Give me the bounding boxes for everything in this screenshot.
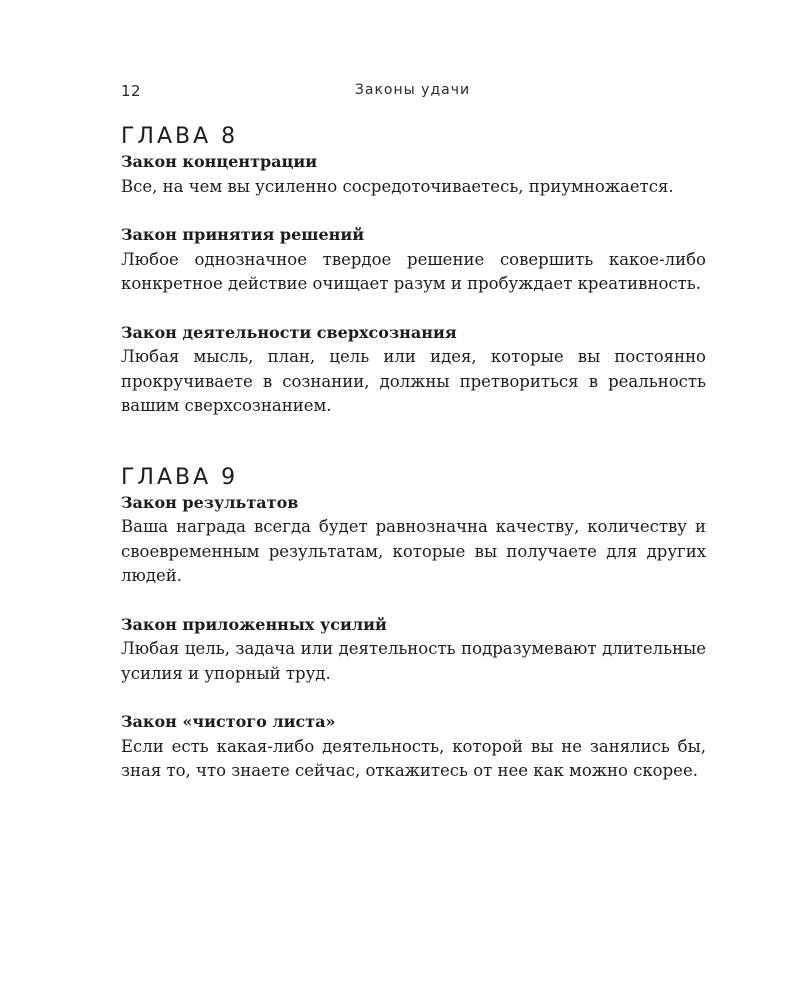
book-title: Законы удачи (354, 82, 471, 98)
law-title: Закон концентрации (121, 152, 318, 171)
law-title: Закон принятия решений (121, 225, 365, 244)
page-content (121, 124, 706, 784)
law-text: Если есть какая-либо деятельность, которой вы не занялись бы, зная то, что знаете сейчас, откажитесь от нее как можно скорее. (121, 736, 706, 780)
law-title: Закон приложенных усилий (121, 614, 387, 634)
running-header (121, 82, 704, 102)
law-results (121, 491, 706, 589)
law-title: Закон деятельности сверхсознания (121, 322, 457, 342)
law-concentration (121, 150, 706, 199)
page-number: 12 (121, 82, 142, 100)
chapter-title: ГЛАВА 9 (121, 464, 239, 490)
law-text: Все, на чем вы усиленно сосредоточиваетесь, приумножается. (121, 176, 674, 196)
law-text: Любое однозначное твердое решение совершить какое-либо конкретное действие очищает разум и пробуждает креативность. (121, 249, 706, 293)
law-decision-making (121, 223, 706, 297)
law-clean-slate (121, 710, 706, 784)
chapter-8 (121, 124, 706, 419)
chapter-9 (121, 465, 706, 784)
law-text: Ваша награда всегда будет равнозначна качеству, количеству и своевременным результатам, которые вы получаете для других людей. (121, 517, 706, 585)
law-applied-effort (121, 613, 706, 687)
law-title: Закон результатов (121, 492, 299, 512)
law-superconscious-activity (121, 321, 706, 419)
law-text: Любая цель, задача или деятельность подразумевают длительные усилия и упорный труд. (121, 639, 706, 683)
chapter-title: ГЛАВА 8 (121, 124, 239, 149)
law-text: Любая мысль, план, цель или идея, которые вы постоянно прокручиваете в сознании, должны претвориться в реальность вашим сверхсознанием. (121, 347, 706, 415)
law-title: Закон «чистого листа» (121, 712, 336, 731)
